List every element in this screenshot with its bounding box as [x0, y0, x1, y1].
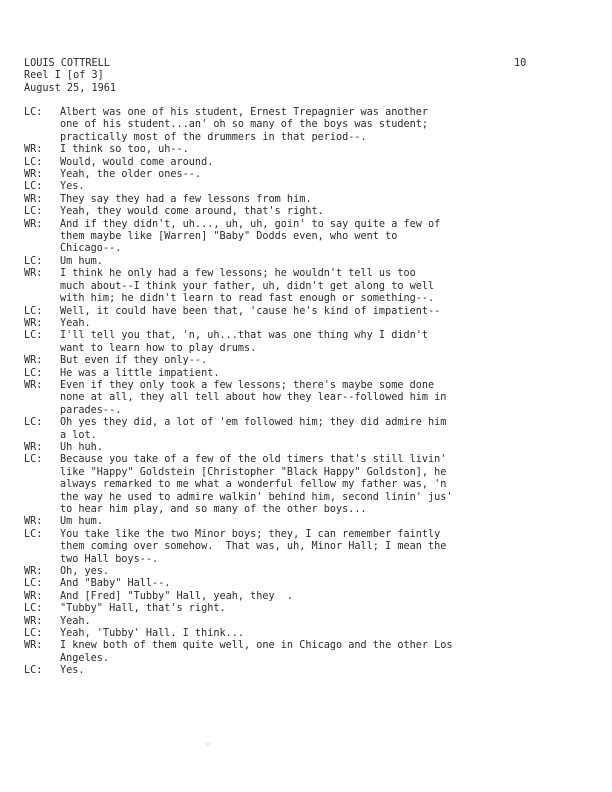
reel-label: Reel I [of 3] [24, 70, 104, 82]
transcript-turn [24, 181, 584, 193]
speech-text: And [Fred] "Tubby" Hall, yeah, they . [60, 590, 294, 602]
speech-text: Yeah, they would come around, that's right. [60, 206, 324, 218]
transcript-turn [24, 268, 584, 305]
transcript-turn [24, 417, 584, 442]
speech-text: I knew both of them quite well, one in Chicago and the other Los Angeles. [60, 640, 453, 664]
speech-text: And "Baby" Hall--. [60, 578, 171, 590]
speaker-label: WR: [24, 193, 43, 205]
speaker-label: LC: [24, 603, 43, 615]
speaker-label: WR: [24, 516, 43, 528]
speech-text: Um hum. [60, 516, 103, 528]
speaker-label: WR: [24, 590, 43, 602]
document-header [24, 58, 116, 95]
speech-text: "Tubby" Hall, that's right. [60, 603, 226, 615]
transcript-turn [24, 318, 584, 330]
speech-text: Yes. [60, 181, 85, 193]
speaker-label: WR: [24, 566, 43, 578]
speech-text: Oh yes they did, a lot of 'em followed him; they did admire him a lot. [60, 417, 447, 441]
speaker-label: WR: [24, 379, 43, 391]
transcript-turn [24, 355, 584, 367]
speaker-label: LC: [24, 578, 43, 590]
transcript-turn [24, 578, 584, 590]
speaker-label: WR: [24, 268, 43, 280]
transcript-body [24, 107, 584, 678]
speech-text: Because you take of a few of the old timers that's still livin' like "Happy" Goldstein [Christopher "Black Happy" Goldston], he always remarked to me what a wonderful fellow my father was, 'n the way he used to admire walkin' behind him, second linin' jus' to hear him play, and so many of the other boys... [60, 454, 453, 515]
speaker-label: WR: [24, 441, 43, 453]
speaker-label: LC: [24, 528, 43, 540]
page-number: 10 [514, 58, 527, 69]
speech-text: Uh huh. [60, 441, 103, 453]
speech-text: You take like the two Minor boys; they, I can remember faintly them coming over somehow. That was, uh, Minor Hall; I mean the two Hall boys--. [60, 528, 447, 565]
speaker-label: LC: [24, 454, 43, 466]
transcript-turn [24, 566, 584, 578]
speaker-label: WR: [24, 640, 43, 652]
transcript-turn [24, 368, 584, 380]
scan-speck: ▫ [206, 740, 211, 748]
speech-text: Albert was one of his student, Ernest Trepagnier was another one of his student...an' oh so many of the boys was student; practically most of the drummers in that period--. [60, 107, 429, 143]
speaker-label: LC: [24, 628, 43, 640]
transcript-turn [24, 665, 584, 677]
transcript-turn [24, 380, 584, 417]
speech-text: Well, it could have been that, 'cause he's kind of impatient-- [60, 305, 441, 317]
transcript-turn [24, 206, 584, 218]
speaker-label: LC: [24, 107, 43, 118]
speaker-label: LC: [24, 367, 43, 379]
speech-text: But even if they only--. [60, 355, 208, 367]
speaker-label: WR: [24, 169, 43, 181]
transcript-turn [24, 454, 584, 516]
transcript-turn [24, 194, 584, 206]
speaker-label: WR: [24, 144, 43, 156]
speech-text: I think so too, uh--. [60, 144, 189, 156]
transcript-turn [24, 306, 584, 318]
speech-text: Um hum. [60, 255, 103, 267]
speaker-label: LC: [24, 181, 43, 193]
speaker-label: LC: [24, 206, 43, 218]
speaker-label: LC: [24, 255, 43, 267]
transcript-turn [24, 442, 584, 454]
speech-text: He was a little impatient. [60, 367, 220, 379]
speech-text: Yeah. [60, 615, 91, 627]
interview-date: August 25, 1961 [24, 82, 117, 94]
interviewee-name: LOUIS COTTRELL [24, 58, 110, 69]
speaker-label: LC: [24, 305, 43, 317]
transcript-turn [24, 640, 584, 665]
speaker-label: LC: [24, 156, 43, 168]
speaker-label: LC: [24, 665, 43, 677]
speech-text: Yeah, the older ones--. [60, 169, 202, 181]
transcript-turn [24, 603, 584, 615]
transcript-turn [24, 516, 584, 528]
transcript-turn [24, 219, 584, 256]
transcript-turn [24, 616, 584, 628]
speech-text: They say they had a few lessons from him. [60, 193, 312, 205]
speech-text: Would, would come around. [60, 156, 214, 168]
speaker-label: LC: [24, 330, 43, 342]
transcript-turn [24, 628, 584, 640]
speech-text: Yeah, 'Tubby' Hall. I think... [60, 628, 245, 640]
speech-text: I'll tell you that, 'n, uh...that was one thing why I didn't want to learn how to play drums. [60, 330, 429, 354]
transcript-turn [24, 107, 584, 144]
transcript-turn [24, 330, 584, 355]
speech-text: Even if they only took a few lessons; there's maybe some done none at all, they all tell about how they lear--followed him in parades--. [60, 379, 447, 416]
transcript-turn [24, 256, 584, 268]
transcript-turn [24, 157, 584, 169]
speech-text: Yeah. [60, 317, 91, 329]
speech-text: I think he only had a few lessons; he wouldn't tell us too much about--I think your father, uh, didn't get along to well with him; he didn't learn to read fast enough or something--. [60, 268, 435, 305]
speaker-label: LC: [24, 417, 43, 429]
transcript-turn [24, 169, 584, 181]
transcript-turn [24, 529, 584, 566]
transcript-turn [24, 144, 584, 156]
speaker-label: WR: [24, 317, 43, 329]
speaker-label: WR: [24, 218, 43, 230]
speaker-label: WR: [24, 615, 43, 627]
speech-text: Yes. [60, 665, 85, 677]
transcript-turn [24, 591, 584, 603]
speaker-label: WR: [24, 355, 43, 367]
speech-text: And if they didn't, uh..., uh, uh, goin' to say quite a few of them maybe like [Warren] "Baby" Dodds even, who went to Chicago--. [60, 218, 441, 255]
speech-text: Oh, yes. [60, 566, 110, 578]
